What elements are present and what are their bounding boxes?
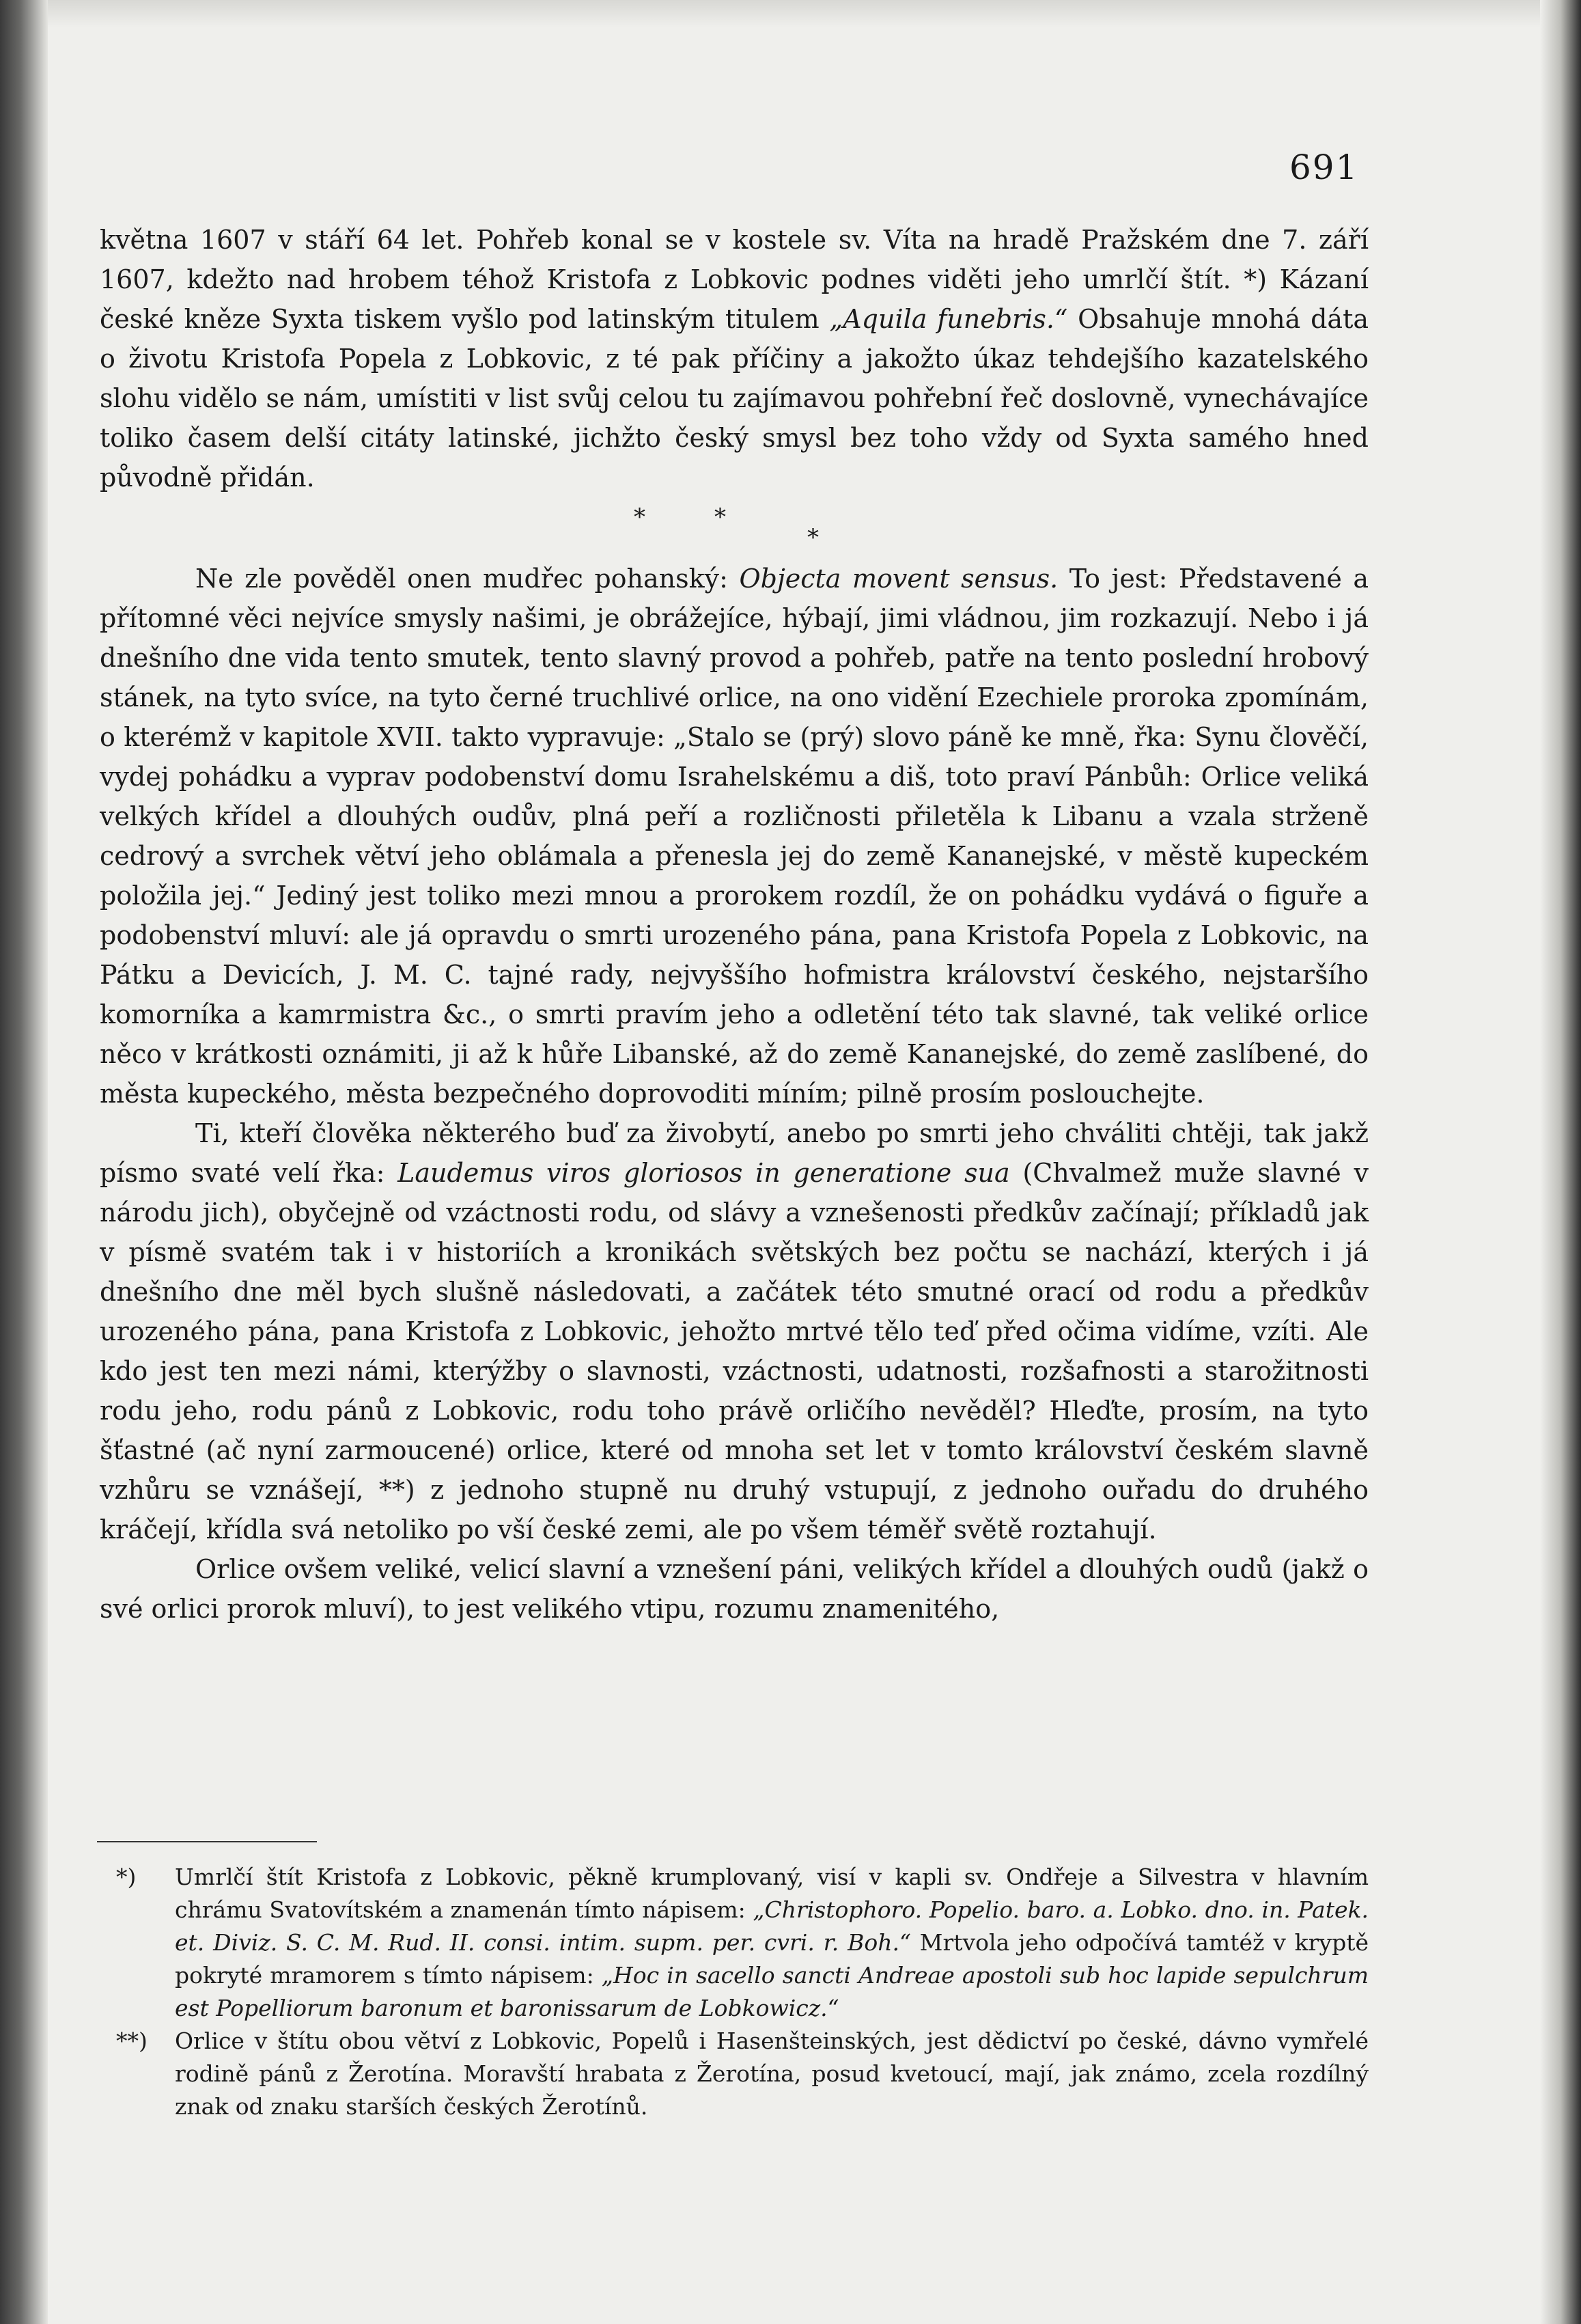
intro-lead: května 1607 v stáří 64 let. Pohřeb konal se v kostele sv. Víta na hradě Pražském dne 7. září 1607, kdežto nad hrobem téhož Kristofa z Lobkovic podnes viděti jeho umrlčí štít. *) Kázaní české kněze Syxta tiskem vyšlo pod latinským titulem	[100, 225, 1369, 334]
footnote-rule	[97, 1841, 317, 1842]
footnote-text: Mrtvola jeho odpočívá tamtéž v kryptě pokryté mramorem s tímto nápisem:	[175, 1929, 1369, 1989]
separator-star: *	[634, 503, 645, 531]
intro-tail: Obsahuje mnohá dáta o životu Kristofa Popela z Lobkovic, z té pak příčiny a jakožto úkaz tehdejšího kazatelského slohu vidělo se nám, umístiti v list svůj celou tu zajímavou pohřební řeč doslovně, vynechávajíce toliko časem delší citáty latinské, jichžto český smysl bez toho vždy od Syxta samého hned původně přidán.	[100, 304, 1369, 493]
body-paragraph	[100, 1549, 1369, 1629]
page-number: 691	[1289, 148, 1359, 187]
separator-star: *	[807, 524, 819, 551]
footnote-inscription: „Hoc in sacello sancti Andreae apostoli sub hoc lapide sepulchrum est Popelliorum baronum et baronissarum de Lobkowicz.“	[175, 1962, 1369, 2021]
intro-paragraph	[100, 220, 1369, 497]
page-left-edge	[0, 0, 48, 2324]
page-right-edge	[1540, 0, 1581, 2324]
footnotes	[100, 1861, 1369, 2123]
separator-star: *	[714, 503, 726, 531]
paragraph-tail: To jest: Představené a přítomné věci nejvíce smysly našimi, je obrážejíce, hýbají, jimi vládnou, jim rozkazují. Nebo i já dnešního dne vida tento smutek, tento slavný provod a pohřeb, patře na tento poslední hrobový stánek, na tyto svíce, na tyto černé truchlivé orlice, na ono vidění Ezechiele proroka zpomínám, o kterémž v kapitole XVII. takto vypravuje: „Stalo se (prý) slovo páně ke mně, řka: Synu člověčí, vydej pohádku a vyprav podobenství domu Israhelskému a diš, toto praví Pánbůh: Orlice veliká velkých křídel a dlouhých oudův, plná peří a rozličnosti přiletěla k Libanu a vzala strženě cedrový a svrchek větví jeho oblámala a přenesla jej do země Kananejské, v městě kupeckém položila jej.“ Jediný jest toliko mezi mnou a prorokem rozdíl, že on pohádku vydává o figuře a podobenství mluví: ale já opravdu o smrti urozeného pána, pana Kristofa Popela z Lobkovic, na Pátku a Devicích, J. M. C. tajné rady, nejvyššího hofmistra království českého, nejstaršího komorníka a kamrmistra &c., o smrti pravím jeho a odletění této tak slavné, tak veliké orlice něco v krátkosti oznámiti, ji až k hůře Libanské, až do země Kananejské, do země zaslíbené, do města kupeckého, města bezpečného doprovoditi míním; pilně prosím poslouchejte.	[100, 564, 1369, 1109]
section-separator	[100, 499, 1369, 559]
paragraph-tail: (Chvalmež muže slavné v národu jich), obyčejně od vzáctnosti rodu, od slávy a vznešenosti předkův začínají; příkladů jak v písmě svatém tak i v historiích a kronikách světských bez počtu se nachází, kterých i já dnešního dne měl bych slušně následovati, a začátek této smutné orací od rodu a předkův urozeného pána, pana Kristofa z Lobkovic, jehožto mrtvé tělo teď před očima vidíme, vzíti. Ale kdo jest ten mezi námi, kterýžby o slavnosti, vzáctnosti, udatnosti, rozšafnosti a starožitnosti rodu jeho, rodu pánů z Lobkovic, rodu toho právě orličího nevěděl? Hleďte, prosím, na tyto šťastné (ač nyní zarmoucené) orlice, které od mnoha set let v tomto království českém slavně vzhůru se vznášejí, **) z jednoho stupně nu druhý vstupují, z jednoho ouřadu do druhého kráčejí, křídla svá netoliko po vší české zemi, ale po všem téměř světě roztahují.	[100, 1158, 1369, 1545]
latin-quote: Laudemus viros gloriosos in generatione sua	[397, 1158, 1010, 1188]
latin-quote: Objecta movent sensus.	[739, 564, 1059, 594]
paragraph-lead: Ne zle pověděl onen mudřec pohanský:	[195, 564, 740, 594]
footnote	[100, 2025, 1369, 2123]
footnote	[100, 1861, 1369, 2025]
paragraph-lead: Orlice ovšem veliké, velicí slavní a vznešení páni, velikých křídel a dlouhých oudů (jakž o své orlici prorok mluví), to jest velikého vtipu, rozumu znamenitého,	[100, 1554, 1369, 1624]
footnote-text: Umrlčí štít Kristofa z Lobkovic, pěkně krumplovaný, visí v kapli sv. Ondřeje a Silvestra v hlavním chrámu Svatovítském a znamenán tímto nápisem:	[175, 1864, 1369, 1923]
body-paragraph	[100, 1113, 1369, 1549]
page-top-shadow	[0, 0, 1581, 27]
main-text	[100, 220, 1369, 1629]
footnote-mark: *)	[116, 1864, 137, 1890]
intro-title: „Aquila funebris.“	[829, 304, 1068, 334]
footnote-text: Orlice v štítu obou větví z Lobkovic, Popelů i Hasenšteinských, jest dědictví po české, dávno vymřelé rodině pánů z Žerotína. Moravští hrabata z Žerotína, posud kvetoucí, mají, jak známo, zcela rozdílný znak od znaku starších českých Žerotínů.	[175, 2028, 1369, 2120]
paragraph-lead: Ti, kteří člověka některého buď za živobytí, anebo po smrti jeho chváliti chtěji, tak jakž písmo svaté velí řka:	[100, 1118, 1369, 1188]
footnote-mark: **)	[116, 2028, 148, 2054]
body-paragraph	[100, 559, 1369, 1113]
footnote-inscription: „Christophoro. Popelio. baro. a. Lobko. dno. in. Patek. et. Diviz. S. C. M. Rud. II. consi. intim. supm. per. cvri. r. Boh.“	[175, 1896, 1369, 1956]
